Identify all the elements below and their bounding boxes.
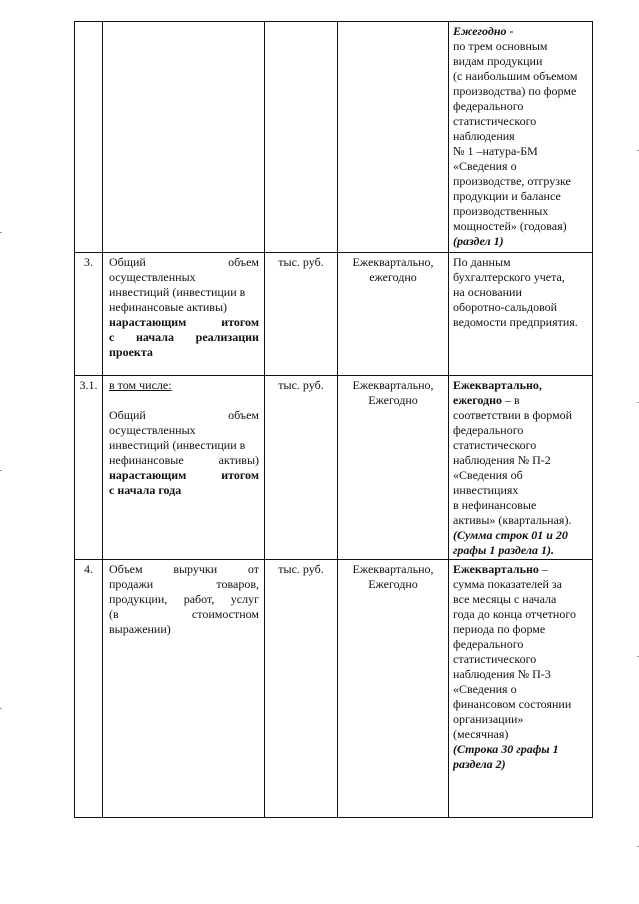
indicator-line — [109, 315, 259, 330]
row-number-cell — [75, 376, 103, 560]
indicator-word: Объем — [109, 562, 143, 576]
unit-label: тыс. руб. — [278, 378, 324, 392]
source-line — [453, 562, 590, 577]
source-line: финансовом состоянии — [453, 697, 572, 711]
row-number: 4. — [84, 562, 93, 576]
source-line: (месячная) — [453, 727, 509, 741]
indicator-word: товаров, — [216, 577, 259, 591]
source-cell — [449, 560, 593, 818]
indicator-line — [109, 622, 259, 637]
source-line: в нефинансовые — [453, 498, 537, 512]
indicator-word: выражении) — [109, 622, 171, 636]
source-line: федерального — [453, 423, 524, 437]
source-line: (раздел 1) — [453, 234, 504, 248]
source-line: Ежеквартально, — [453, 378, 542, 392]
frequency-cell — [338, 376, 449, 560]
indicator-word: итогом — [221, 315, 259, 329]
indicator-word: продукции, — [109, 592, 168, 606]
indicator-word: с — [109, 330, 115, 344]
indicator-line — [109, 592, 259, 607]
row-number: 3.1. — [79, 378, 98, 392]
indicator-line — [109, 423, 259, 438]
row-number: 3. — [84, 255, 93, 269]
source-line: бухгалтерского учета, — [453, 270, 565, 284]
source-cell — [449, 376, 593, 560]
row-number-cell — [75, 22, 103, 253]
indicator-word: с начала года — [109, 483, 182, 497]
source-line: по трем основным — [453, 39, 548, 53]
source-line: наблюдения № П-2 — [453, 453, 551, 467]
indicator-spacer — [109, 393, 259, 408]
source-cell — [449, 253, 593, 376]
source-line: статистического — [453, 114, 537, 128]
source-line: «Сведения о — [453, 159, 517, 173]
source-line: производстве, отгрузке — [453, 174, 571, 188]
indicator-word: стоимостном — [191, 607, 259, 621]
indicators-table — [74, 21, 593, 818]
source-line: все месяцы с начала — [453, 592, 557, 606]
indicator-word: нарастающим — [109, 468, 187, 482]
indicator-line — [109, 300, 259, 315]
source-segment: – в — [501, 393, 520, 407]
source-line: инвестициях — [453, 483, 519, 497]
source-line: графы 1 раздела 1). — [453, 543, 555, 557]
source-line: мощностей» (годовая) — [453, 219, 567, 233]
frequency-line: Ежеквартально, — [352, 562, 434, 576]
indicator-line — [109, 345, 259, 360]
indicator-word: объем — [228, 255, 259, 269]
indicator-line — [109, 562, 259, 577]
source-line: ведомости предприятия. — [453, 315, 578, 329]
source-line: федерального — [453, 637, 524, 651]
indicator-word: нефинансовые активы) — [109, 300, 228, 314]
frequency-cell — [338, 22, 449, 253]
unit-cell — [265, 22, 338, 253]
source-line: № 1 –натура-БМ — [453, 144, 538, 158]
source-line: По данным — [453, 255, 511, 269]
scan-edge-mark — [0, 470, 2, 471]
source-line: статистического — [453, 652, 537, 666]
indicator-cell — [103, 253, 265, 376]
indicator-cell — [103, 376, 265, 560]
table-row — [75, 376, 593, 560]
indicator-line — [109, 483, 259, 498]
source-segment: – — [538, 562, 548, 576]
frequency-line: ежегодно — [369, 270, 417, 284]
source-line: (с наибольшим объемом — [453, 69, 578, 83]
source-line: сумма показателей за — [453, 577, 562, 591]
source-line — [453, 393, 590, 408]
indicator-word: услуг — [230, 592, 259, 606]
frequency-cell — [338, 253, 449, 376]
indicator-word: объем — [228, 408, 259, 422]
scan-edge-mark — [0, 232, 2, 233]
indicator-word: активы) — [218, 453, 259, 467]
indicator-word: в том числе: — [109, 378, 172, 392]
source-line: периода по форме — [453, 622, 546, 636]
indicator-word: Общий — [109, 408, 146, 422]
indicator-word: проекта — [109, 345, 153, 359]
unit-cell — [265, 560, 338, 818]
indicator-word: осуществленных — [109, 270, 196, 284]
unit-label: тыс. руб. — [278, 255, 324, 269]
frequency-cell — [338, 560, 449, 818]
source-line: соответствии в формой — [453, 408, 573, 422]
source-line: (Сумма строк 01 и 20 — [453, 528, 568, 542]
indicator-line — [109, 577, 259, 592]
indicator-word: начала — [135, 330, 175, 344]
frequency-line: Ежегодно — [368, 577, 418, 591]
source-line: видам продукции — [453, 54, 543, 68]
unit-cell — [265, 253, 338, 376]
indicator-word: реализации — [195, 330, 259, 344]
source-line: раздела 2) — [453, 757, 506, 771]
indicator-line — [109, 378, 259, 393]
indicator-word: нарастающим — [109, 315, 187, 329]
scan-edge-mark — [0, 708, 2, 709]
source-line: (Строка 30 графы 1 — [453, 742, 559, 756]
source-line: организации» — [453, 712, 524, 726]
indicator-word: нефинансовые — [109, 453, 184, 467]
indicator-word: выручки — [173, 562, 218, 576]
indicator-word: Общий — [109, 255, 146, 269]
indicator-line — [109, 468, 259, 483]
indicator-cell — [103, 22, 265, 253]
row-number-cell — [75, 560, 103, 818]
source-line: оборотно-сальдовой — [453, 300, 558, 314]
source-line: федерального — [453, 99, 524, 113]
table-row — [75, 253, 593, 376]
source-line: года до конца отчетного — [453, 607, 576, 621]
indicator-word: работ, — [183, 592, 215, 606]
indicator-word: инвестиций (инвестиции в — [109, 438, 246, 452]
source-segment: ежегодно — [453, 393, 502, 407]
source-line: активы» (квартальная). — [453, 513, 572, 527]
source-cell — [449, 22, 593, 253]
source-line: производства) по форме — [453, 84, 577, 98]
indicator-line — [109, 270, 259, 285]
indicator-line — [109, 453, 259, 468]
source-line: «Сведения о — [453, 682, 517, 696]
source-line: статистического — [453, 438, 537, 452]
indicator-word: (в — [109, 607, 119, 621]
source-line: наблюдения № П-3 — [453, 667, 551, 681]
frequency-line: Ежегодно — [368, 393, 418, 407]
source-line: на основании — [453, 285, 522, 299]
indicator-line — [109, 438, 259, 453]
frequency-line: Ежеквартально, — [352, 255, 434, 269]
indicator-line — [109, 285, 259, 300]
source-line: наблюдения — [453, 129, 515, 143]
source-line: продукции и балансе — [453, 189, 561, 203]
source-line: «Сведения об — [453, 468, 523, 482]
indicator-line — [109, 607, 259, 622]
indicator-word: продажи — [109, 577, 154, 591]
indicator-word: итогом — [221, 468, 259, 482]
indicator-line — [109, 408, 259, 423]
indicator-word: от — [247, 562, 259, 576]
unit-cell — [265, 376, 338, 560]
indicator-word: инвестиций (инвестиции в — [109, 285, 246, 299]
source-segment: Ежеквартально — [453, 562, 539, 576]
indicator-line — [109, 330, 259, 345]
table-row — [75, 22, 593, 253]
row-number-cell — [75, 253, 103, 376]
indicator-word: осуществленных — [109, 423, 196, 437]
source-line: Ежегодно - — [453, 24, 514, 38]
unit-label: тыс. руб. — [278, 562, 324, 576]
table-row — [75, 560, 593, 818]
source-line: производственных — [453, 204, 549, 218]
frequency-line: Ежеквартально, — [352, 378, 434, 392]
indicator-cell — [103, 560, 265, 818]
indicator-line — [109, 255, 259, 270]
